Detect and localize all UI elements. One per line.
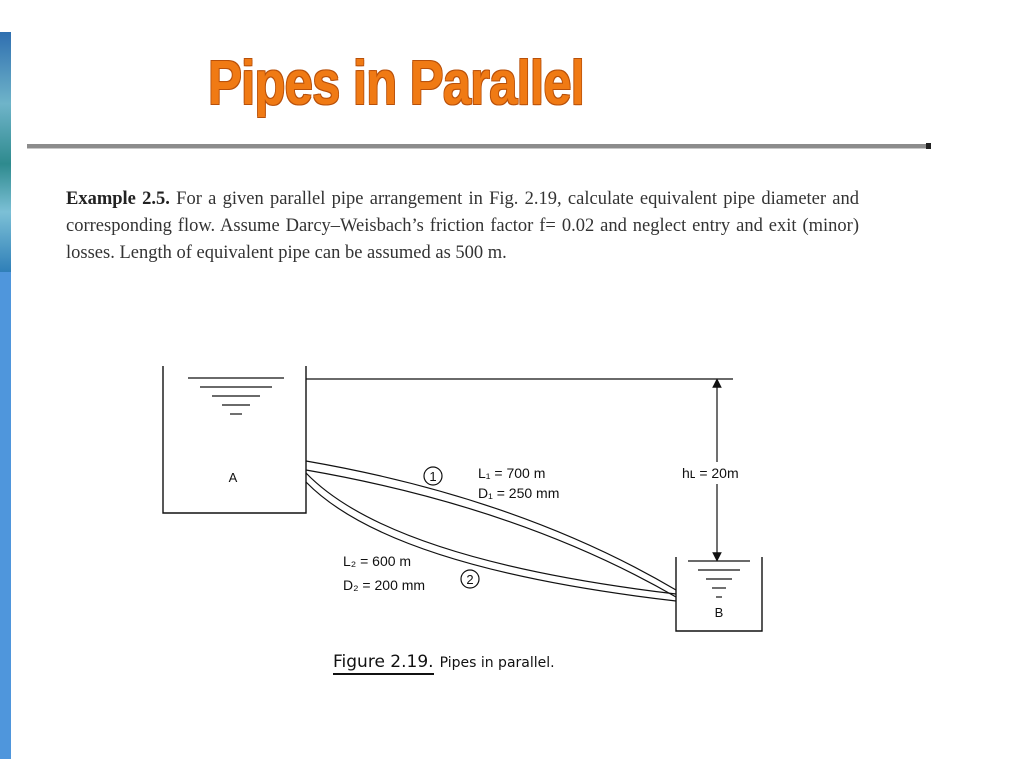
head-loss-label: hʟ = 20m: [682, 465, 739, 481]
slide-title: Pipes in Parallel: [208, 49, 585, 118]
reservoir-b-label: B: [714, 605, 724, 620]
pipe-2-diameter: D₂ = 200 mm: [343, 577, 426, 593]
figure-caption: [333, 652, 555, 672]
figure-title: Pipes in parallel.: [439, 655, 555, 671]
reservoir-a-label: A: [228, 470, 238, 485]
pipe-1-diameter: D₁ = 250 mm: [478, 485, 560, 501]
pipe-2-marker-number: 2: [466, 572, 474, 587]
example-label: Example 2.5.: [66, 189, 170, 209]
pipe-1-marker-number: 1: [429, 469, 437, 484]
pipe-1-length: L₁ = 700 m: [478, 465, 546, 481]
reservoir-b-water-surface: [688, 561, 750, 597]
reservoir-a-tank: [163, 366, 306, 513]
pipe-2-length: L₂ = 600 m: [343, 553, 412, 569]
figure-number: Figure 2.19.: [333, 652, 434, 675]
reservoir-a-water-surface: [188, 378, 284, 414]
example-text: For a given parallel pipe arrangement in Fig. 2.19, calculate equivalent pipe diameter and corresponding flow. Assume Darcy–Weisbach’s friction factor f= 0.02 and neglect entry and exit (minor) losses. Length of equivalent pipe can be assumed as 500 m.: [66, 189, 860, 263]
